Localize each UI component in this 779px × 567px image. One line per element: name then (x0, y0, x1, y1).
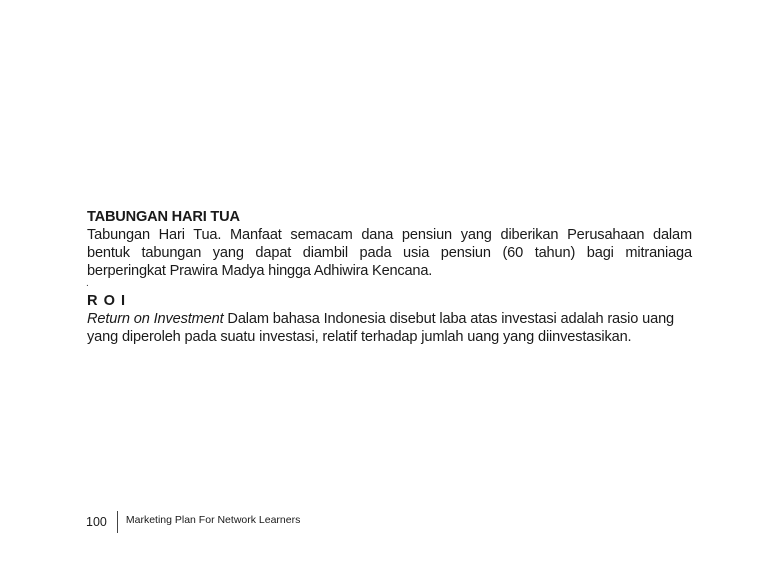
paragraph-line-3: berperingkat Prawira Madya hingga Adhiwira Kencana. (87, 263, 433, 279)
roi-line-1 (87, 310, 697, 328)
page-number: 100 (86, 511, 118, 533)
section-heading-tabungan: TABUNGAN HARI TUA (87, 209, 240, 225)
footer-title: Marketing Plan For Network Learners (125, 514, 301, 526)
paragraph-line-1: Tabungan Hari Tua. Manfaat semacam dana pensiun yang diberikan Perusahaan dalam (87, 227, 692, 243)
roi-term: Return on Investment (87, 311, 224, 327)
separator-mark: . (86, 278, 89, 289)
paragraph-line-2: bentuk tabungan yang dapat diambil pada usia pensiun (60 tahun) bagi mitraniaga (87, 245, 692, 261)
roi-line-1-text: Dalam bahasa Indonesia disebut laba atas investasi adalah rasio uang (223, 311, 675, 327)
section-tabungan-hari-tua (87, 208, 692, 280)
section-roi (87, 292, 697, 346)
section-heading-roi: R O I (87, 293, 127, 309)
page-footer (86, 511, 300, 533)
roi-line-2: yang diperoleh pada suatu investasi, relatif terhadap jumlah uang yang diinvestasikan. (87, 329, 632, 345)
